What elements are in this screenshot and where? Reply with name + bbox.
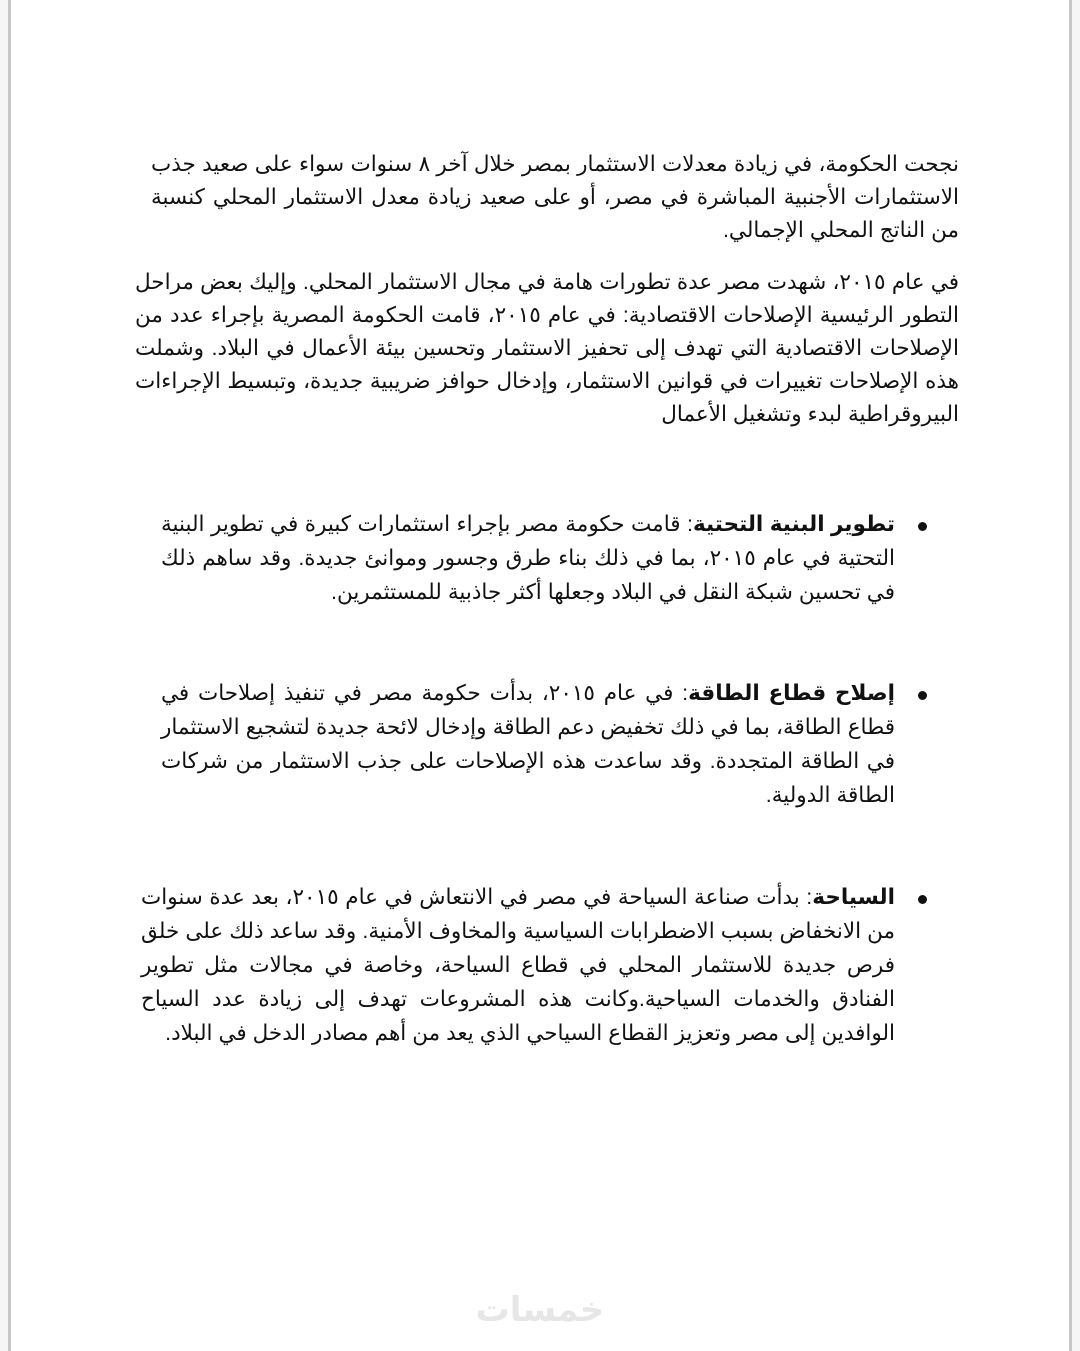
khamsat-watermark-logo: خمسات — [475, 1291, 605, 1329]
bullet-icon — [918, 691, 927, 700]
bullet-text — [161, 676, 895, 812]
bullet-body: بدأت صناعة السياحة في مصر في الانتعاش في عام ٢٠١٥، بعد عدة سنوات من الانخفاض بسبب الاضطرابات السياسية والمخاوف الأمنية. وقد ساعد ذلك على خلق فرص جديدة للاستثمار المحلي في قطاع السياحة، وخاصة في مجالات مثل تطوير الفنادق والخدمات السياحية.وكانت هذه المشروعات تهدف إلى زيادة عدد السياح الوافدين إلى مصر وتعزيز القطاع السياحي الذي يعد من أهم مصادر الدخل في البلاد. — [141, 885, 895, 1045]
bullet-title: السياحة — [812, 885, 895, 909]
bullet-item-energy — [161, 676, 895, 812]
bullet-title: إصلاح قطاع الطاقة — [688, 681, 895, 705]
bullet-separator: : — [799, 885, 813, 909]
bullet-icon — [918, 895, 927, 904]
bullet-icon — [918, 522, 927, 531]
reforms-paragraph: في عام ٢٠١٥، شهدت مصر عدة تطورات هامة في مجال الاستثمار المحلي. وإليك بعض مراحل التطور الرئيسية الإصلاحات الاقتصادية: في عام ٢٠١٥، قامت الحكومة المصرية بإجراء عدد من الإصلاحات الاقتصادية التي تهدف إلى تحفيز الاستثمار وتحسين بيئة الأعمال في البلاد. وشملت هذه الإصلاحات تغييرات في قوانين الاستثمار، وإدخال حوافز ضريبية جديدة، وتبسيط الإجراءات البيروقراطية لبدء وتشغيل الأعمال — [135, 270, 960, 426]
bullet-text — [141, 880, 895, 1050]
bullet-body: قامت حكومة مصر بإجراء استثمارات كبيرة في تطوير البنية التحتية في عام ٢٠١٥، بما في ذلك بناء طرق وجسور وموانئ جديدة. وقد ساهم ذلك في تحسين شبكة النقل في البلاد وجعلها أكثر جاذبية للمستثمرين. — [161, 512, 895, 604]
intro-paragraph: نجحت الحكومة، في زيادة معدلات الاستثمار بمصر خلال آخر ٨ سنوات سواء على صعيد جذب الاستثمارات الأجنبية المباشرة في مصر، أو على صعيد زيادة معدل الاستثمار المحلي كنسبة من الناتج المحلي الإجمالي. — [151, 152, 959, 242]
document-page — [8, 0, 1072, 1351]
bullet-separator: : — [680, 512, 693, 536]
bullet-title: تطوير البنية التحتية — [692, 512, 895, 536]
bullet-body: في عام ٢٠١٥، بدأت حكومة مصر في تنفيذ إصلاحات في قطاع الطاقة، بما في ذلك تخفيض دعم الطاقة وإدخال لائحة جديدة لتشجيع الاستثمار في الطاقة المتجددة. وقد ساعدت هذه الإصلاحات على جذب الاستثمار من شركات الطاقة الدولية. — [161, 681, 895, 807]
bullet-separator: : — [673, 681, 689, 705]
bullet-item-infrastructure — [161, 507, 895, 609]
bullet-text — [161, 507, 895, 609]
bullet-item-tourism — [141, 880, 895, 1050]
